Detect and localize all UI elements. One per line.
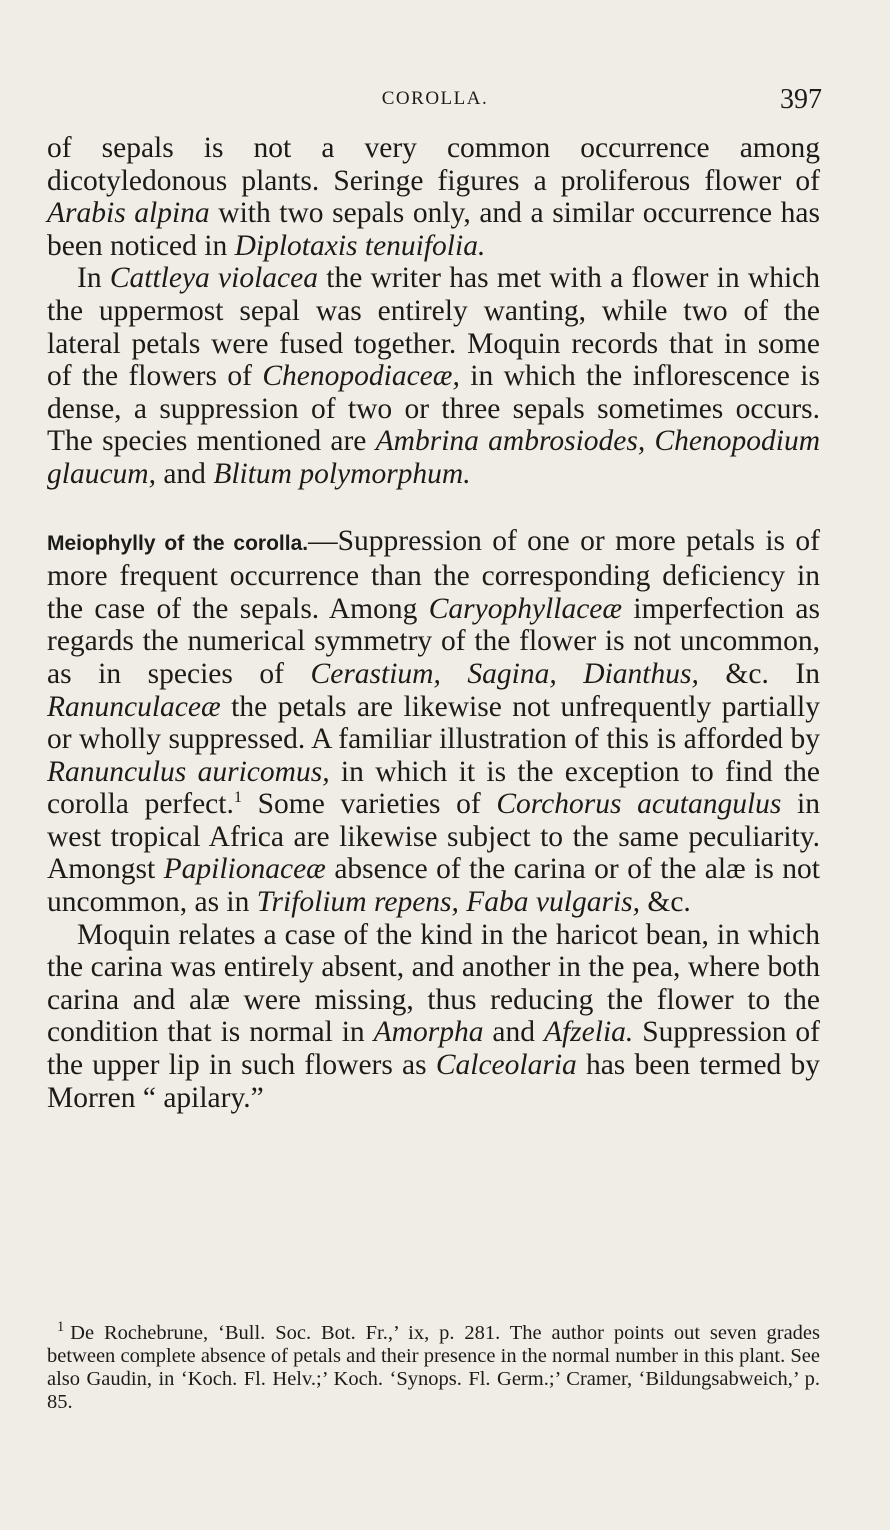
text-run: has been termed by Morren “ apilary.” xyxy=(47,1049,820,1114)
text-run: imperfection as regards the numerical symmetry of the flower is not uncommon, as in species of xyxy=(47,592,820,690)
section-sidehead: Meiophylly of the corolla. xyxy=(47,531,309,555)
italic-taxon: Ambrina ambrosiodes, Chenopodium glaucum, xyxy=(47,425,820,490)
italic-taxon: Afzelia. xyxy=(543,1016,634,1049)
paragraph-sepals-continued xyxy=(47,132,820,262)
italic-taxon: Arabis alpina xyxy=(47,197,210,230)
text-run: the petals are likewise not unfrequently partially or wholly suppressed. A familiar illustration of this is afforded by xyxy=(47,690,820,756)
text-run: &c. xyxy=(640,886,691,919)
text-run: Suppression of the upper lip in such flowers as xyxy=(47,1016,820,1082)
text-run: of sepals is not a very common occurrence among dicotyledonous plants. Seringe figures a proliferous flower of xyxy=(47,132,820,197)
italic-taxon: Diplotaxis tenuifolia. xyxy=(234,229,486,262)
text-run: absence of the carina or of the alæ is not uncommon, as in xyxy=(47,853,820,919)
italic-taxon: Corchorus acutangulus xyxy=(496,788,782,821)
footnote xyxy=(47,1319,820,1414)
italic-taxon: Calceolaria xyxy=(435,1049,577,1082)
text-run: In xyxy=(77,262,110,295)
text-run: Some varieties of xyxy=(241,788,497,821)
italic-taxon: Cattleya violacea xyxy=(109,262,318,295)
footnote-reference: 1 xyxy=(233,788,242,807)
italic-taxon: Trifolium repens, Faba vulgaris, xyxy=(256,886,641,919)
text-run: and xyxy=(483,1016,544,1049)
page-number: 397 xyxy=(780,84,822,115)
italic-taxon: Caryophyllaceæ xyxy=(428,592,623,625)
italic-taxon: Chenopodiaceæ, xyxy=(262,360,460,393)
italic-taxon: Papilionaceæ xyxy=(163,853,326,886)
text-run: &c. In xyxy=(698,657,820,690)
text-run: with two sepals only, and a similar occurrence has been noticed in xyxy=(47,197,820,262)
running-head xyxy=(48,84,822,116)
footnote-paragraph xyxy=(47,1319,820,1414)
italic-taxon: Ranunculaceæ xyxy=(47,690,221,723)
paragraph-meiophylly-corolla xyxy=(47,525,820,919)
italic-taxon: Amorpha xyxy=(373,1016,484,1049)
text-run: the writer has met with a flower in which the uppermost sepal was entirely wanting, while two of the lateral petals were fused together. Moquin records that in some of the flowers of xyxy=(47,262,821,393)
italic-taxon: Cerastium, Sagina, Dianthus, xyxy=(310,657,699,690)
text-run: in which it is the exception to find the corolla perfect. xyxy=(47,755,821,821)
paragraph-cattleya xyxy=(47,262,820,490)
running-title: COROLLA. xyxy=(381,88,489,109)
text-run: and xyxy=(155,457,214,490)
italic-taxon: Ranunculus auricomus, xyxy=(47,755,330,788)
footnote-marker: 1 xyxy=(57,1319,65,1336)
text-run: in west tropical Africa are likewise subject to the same peculiarity. Amongst xyxy=(47,788,820,886)
text-run: Moquin relates a case of the kind in the haricot bean, in which the carina was entirely absent, and another in the pea, where both carina and alæ were missing, thus reducing the flower to the condition that is normal in xyxy=(47,918,820,1049)
footnote-text: De Rochebrune, ‘Bull. Soc. Bot. Fr.,’ ix, p. 281. The author points out seven grades between complete absence of petals and their presence in the normal number in this plant. See also Gaudin, in ‘Koch. Fl. Helv.;’ Koch. ‘Synops. Fl. Germ.;’ Cramer, ‘Bildungsabweich,’ p. 85. xyxy=(47,1322,820,1413)
paragraph-moquin-haricot xyxy=(47,919,820,1115)
text-run: —Suppression of one or more petals is of more frequent occurrence than the corresponding deficiency in the case of the sepals. Among xyxy=(47,524,820,625)
text-run: in which the inflorescence is dense, a suppression of two or three sepals sometimes occurs. The species mentioned are xyxy=(47,360,820,458)
italic-taxon: Blitum polymorphum. xyxy=(213,457,471,490)
body-text xyxy=(47,132,820,1114)
